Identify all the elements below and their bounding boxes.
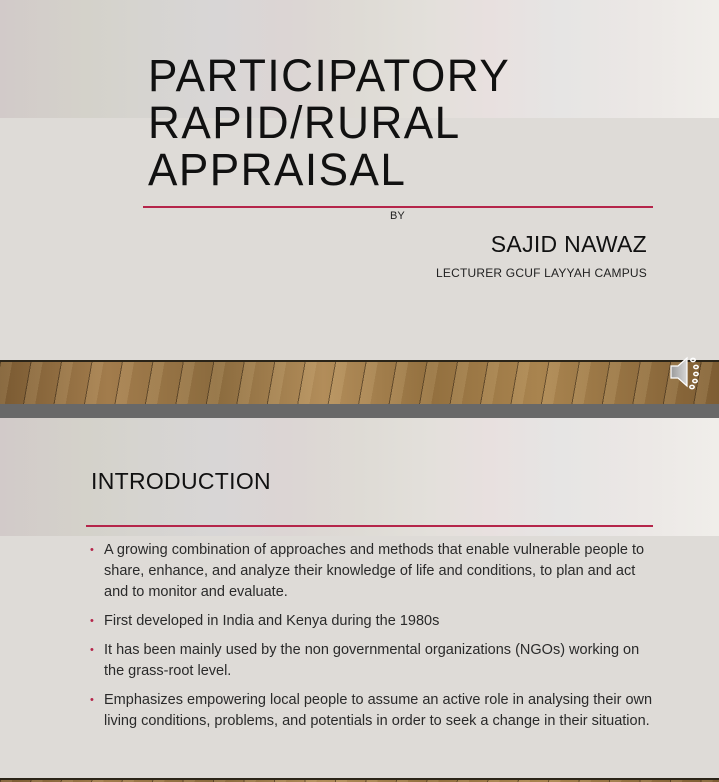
bullet-item [90, 540, 655, 603]
bullet-list [90, 540, 655, 740]
slide-heading: INTRODUCTION [91, 468, 271, 494]
bullet-text: First developed in India and Kenya during the 1980s [104, 613, 440, 629]
title-line: APPRAISAL [148, 144, 407, 195]
title-line: RAPID/RURAL [148, 97, 461, 148]
author-name: SAJID NAWAZ [490, 231, 647, 257]
wood-floor-decoration [0, 360, 719, 404]
slide-title-text [148, 52, 510, 193]
bullet-icon: • [90, 615, 94, 627]
author-affiliation: LECTURER GCUF LAYYAH CAMPUS [436, 266, 647, 280]
bullet-icon: • [90, 644, 94, 656]
bullet-item [90, 640, 655, 682]
title-divider [143, 206, 653, 208]
slide-gap [0, 404, 719, 418]
bullet-icon: • [90, 694, 94, 706]
bullet-text: Emphasizes empowering local people to assume an active role in analysing their own living conditions, problems, and potentials in order to seek a change in their situation. [104, 692, 653, 729]
by-label: BY [390, 210, 405, 222]
wood-floor-decoration [0, 778, 719, 782]
bullet-text: A growing combination of approaches and methods that enable vulnerable people to share, enhance, and analyze their knowledge of life and conditions, to plan and act and to monitor and evaluate. [104, 542, 645, 600]
bullet-item [90, 611, 655, 632]
bullet-text: It has been mainly used by the non governmental organizations (NGOs) working on the grass-root level. [104, 642, 640, 679]
title-line: PARTICIPATORY [148, 50, 511, 101]
heading-divider [86, 525, 653, 527]
speaker-icon[interactable] [668, 352, 708, 392]
bullet-item [90, 690, 655, 732]
bullet-icon: • [90, 544, 94, 556]
